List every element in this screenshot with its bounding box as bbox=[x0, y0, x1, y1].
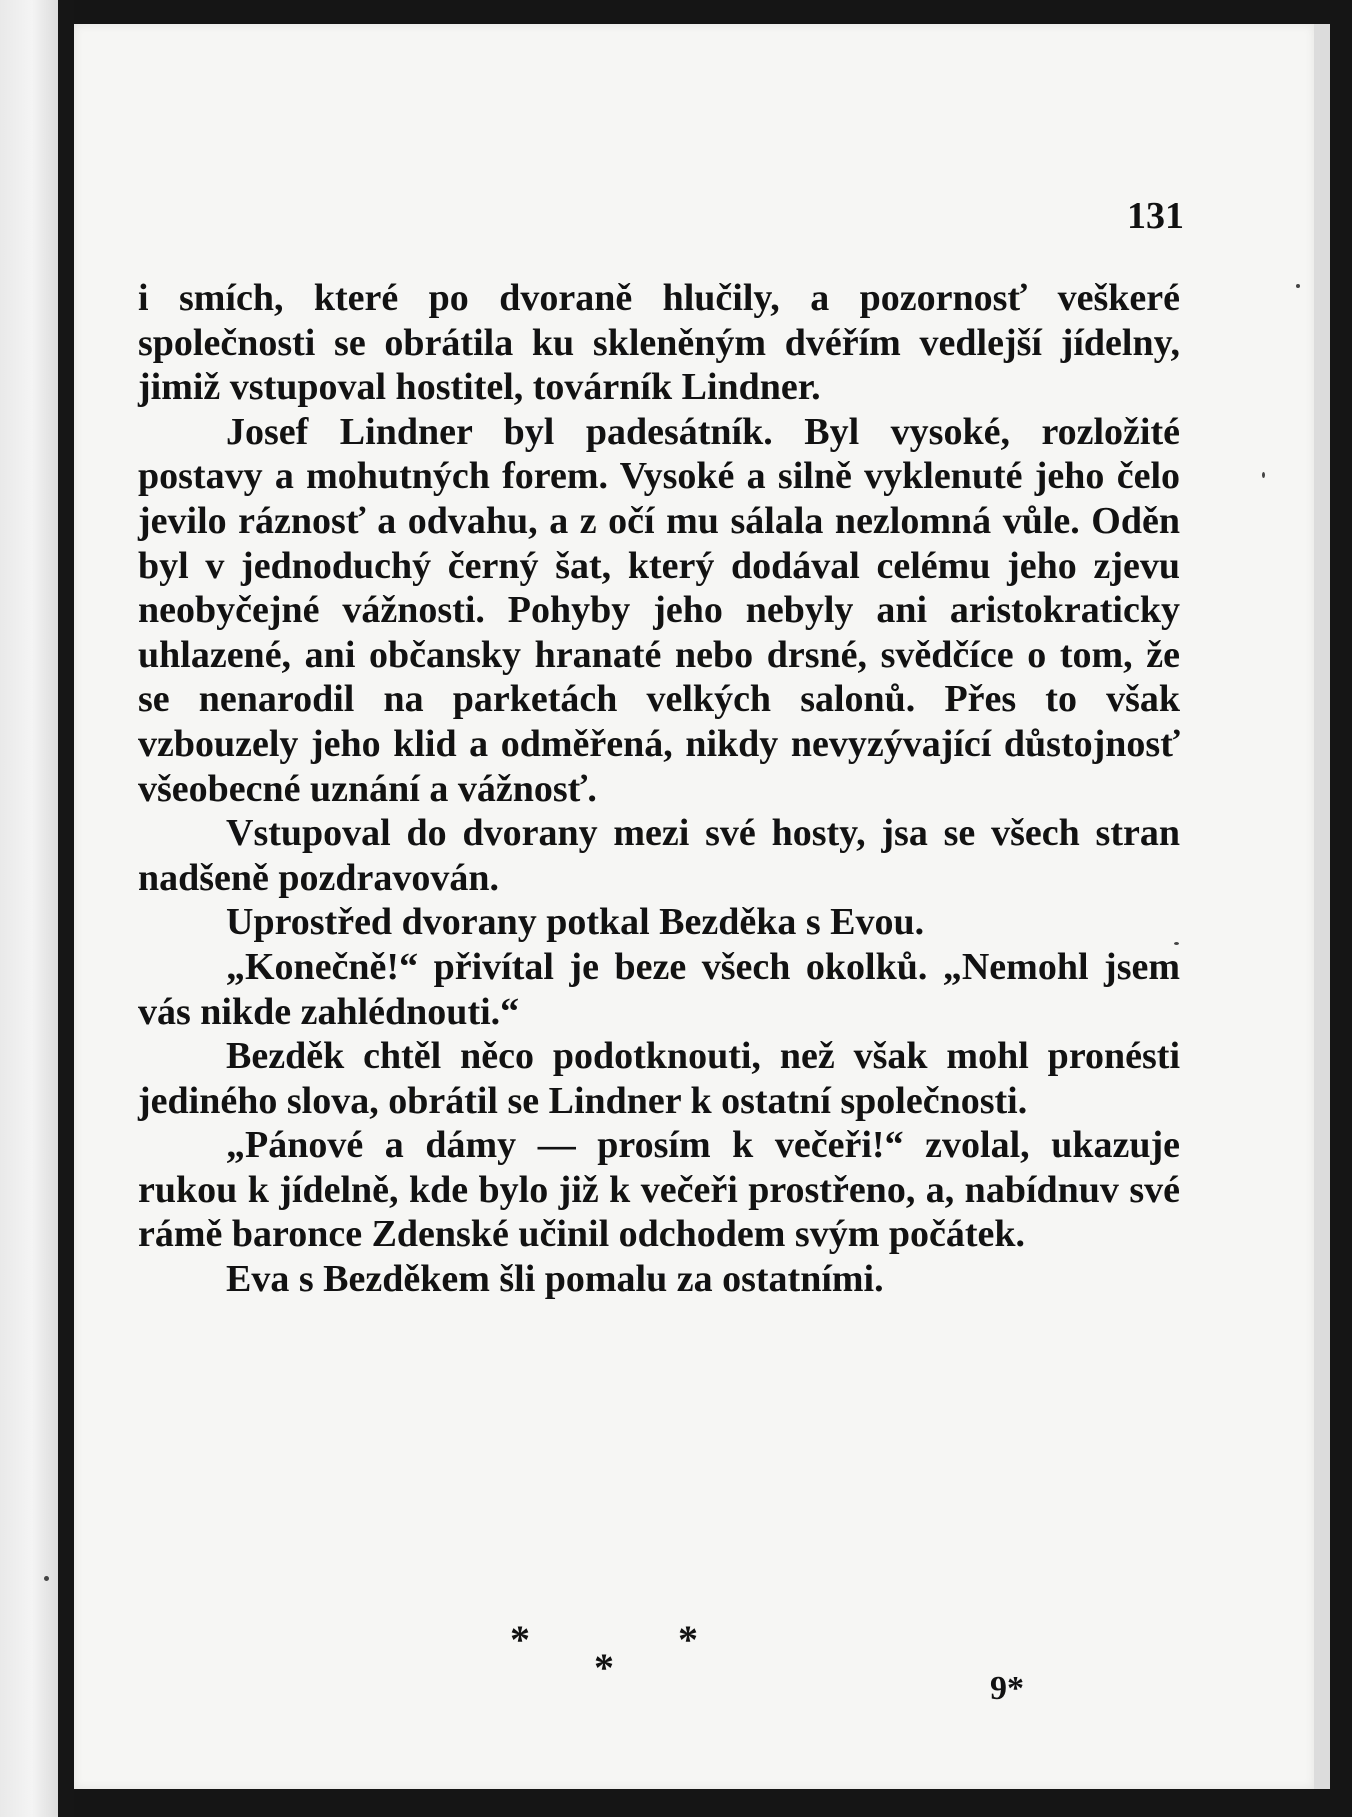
previous-page-edge bbox=[0, 0, 58, 1817]
scan-speck bbox=[1174, 942, 1179, 945]
asterisk: * bbox=[510, 1617, 530, 1662]
scan-speck bbox=[1296, 284, 1300, 288]
printer-signature-mark: 9* bbox=[990, 1670, 1024, 1707]
paragraph: Vstupoval do dvorany mezi své hosty, jsa se všech stran nadšeně pozdravován. bbox=[138, 812, 1180, 899]
asterisk: * bbox=[594, 1645, 614, 1690]
book-spine-shadow bbox=[58, 0, 74, 1817]
scan-speck bbox=[44, 1576, 49, 1581]
paragraph: Josef Lindner byl padesátník. Byl vysoké, rozložité postavy a mohutných forem. Vysoké a silně vyklenuté jeho čelo jevilo ráznosť a odvahu, a z očí mu sálala nezlomná vůle. Oděn byl v jednoduchý černý šat, který dodával celému jeho zjevu neobyčejné vážnosti. Pohyby jeho nebyly ani aristokraticky uhlazené, ani občansky hranaté nebo drsné, svědčíce o tom, že se nenarodil na parketách velkých salonů. Přes to však vzbouzely jeho klid a odměřená, nikdy nevyzývající důstojnosť všeobecné uznání a vážnosť. bbox=[138, 410, 1180, 810]
paragraph: i smích, které po dvoraně hlučily, a pozornosť veškeré společnosti se obrátila ku skleněným dvéřím vedlejší jídelny, jimiž vstupoval hostitel, továrník Lindner. bbox=[138, 277, 1180, 409]
scan-speck bbox=[1262, 472, 1265, 478]
paragraph: „Konečně!“ přivítal je beze všech okolků. „Nemohl jsem vás nikde zahlédnouti.“ bbox=[138, 945, 1180, 1033]
paragraph: Eva s Bezděkem šli pomalu za ostatními. bbox=[226, 1258, 884, 1301]
paragraph: Bezděk chtěl něco podotknouti, než však mohl pronésti jediného slova, obrátil se Lindner k ostatní společnosti. bbox=[138, 1035, 1180, 1122]
page-right-edge bbox=[1314, 24, 1330, 1789]
paragraph: Uprostřed dvorany potkal Bezděka s Evou. bbox=[226, 901, 925, 944]
page-body-text bbox=[138, 276, 1180, 1302]
page-sheet bbox=[74, 24, 1314, 1789]
asterisk: * bbox=[678, 1617, 698, 1662]
page-number: 131 bbox=[1127, 195, 1184, 237]
paragraph: „Pánové a dámy — prosím k večeři!“ zvolal, ukazuje rukou k jídelně, kde bylo již k večeři prostřeno, a, nabídnuv své rámě baronce Zdenské učinil odchodem svým počátek. bbox=[138, 1124, 1180, 1256]
section-break-asterism bbox=[510, 1616, 810, 1690]
